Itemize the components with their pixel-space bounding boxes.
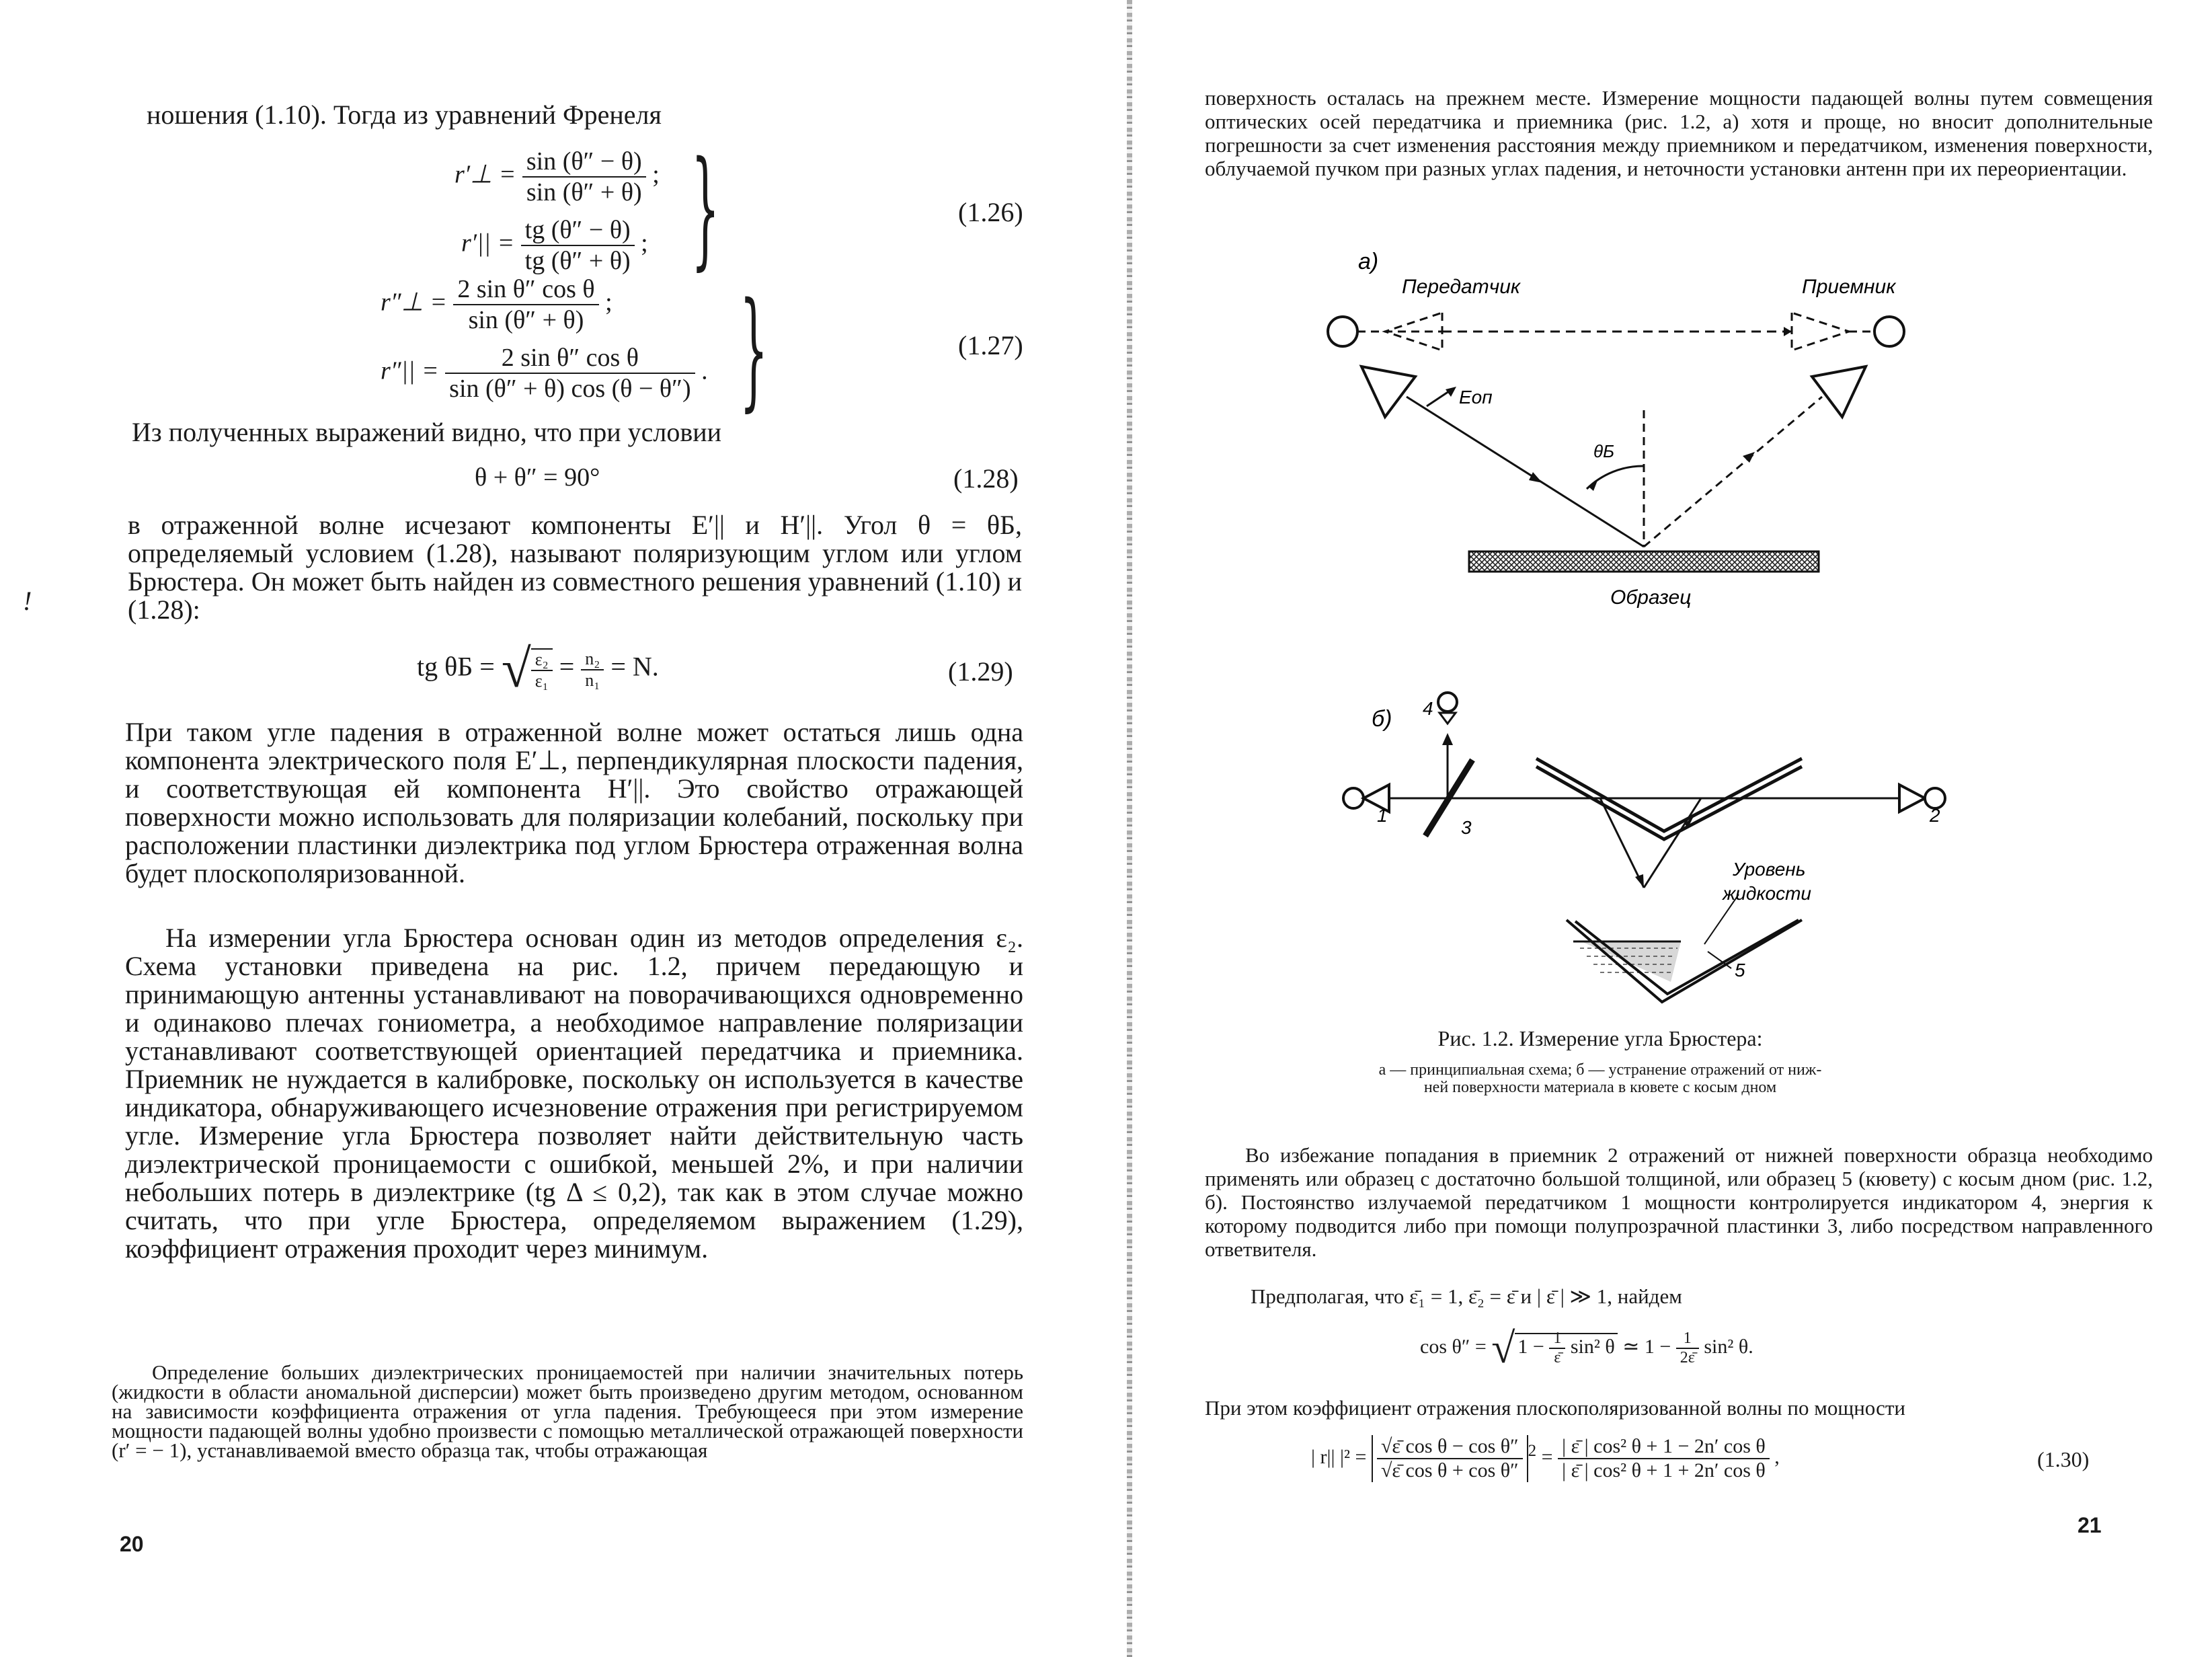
eq-1-29-mid: =: [559, 651, 575, 682]
transmitter-b-icon: [1343, 788, 1364, 808]
label-4: 4: [1423, 698, 1433, 719]
eq-1-27-par-frac: [445, 343, 695, 403]
eq-1-27-perp-lhs: r″⊥ =: [381, 288, 447, 317]
indicator-arrow: [1442, 733, 1453, 745]
ray-up: [1644, 798, 1701, 888]
receiver-horn-dashed: [1792, 313, 1849, 350]
para-brewster-text: в отраженной волне исчезают компоненты E′|| и H′||. Угол θ = θБ, определяемый условием (1.28), называют поляризующим углом или углом Брюстера. Он может быть найден из совместного решения уравнений (1.10) и (1.28):: [128, 510, 1022, 625]
transmitter-icon: [1328, 317, 1357, 346]
figure-a: [1328, 249, 1904, 609]
figure-subcaption-2: ней поверхности материала в кювете с косым дном: [1423, 1079, 1777, 1096]
ray-down-arrow: [1635, 874, 1644, 888]
eq-1-30: [1311, 1435, 1780, 1482]
eq-cos-root-a: 1 −: [1517, 1335, 1544, 1358]
label-5: 5: [1735, 960, 1745, 980]
eq-cos-f2-den: 2ε̄: [1680, 1349, 1695, 1366]
ray-down: [1600, 798, 1644, 888]
eq-1-27-par-num: 2 sin θ″ cos θ: [445, 343, 695, 374]
eq-1-26-brace: }: [691, 134, 720, 282]
eq-cos-root: [1515, 1330, 1617, 1366]
reflected-ray-arrow: [1743, 452, 1755, 463]
indicator-horn: [1439, 713, 1456, 724]
right-page: [1130, 0, 2212, 1657]
eq-1-29-n-num: n₂: [581, 649, 604, 670]
eq-cos: [1420, 1323, 1753, 1373]
margin-mark: !: [23, 586, 32, 616]
eq-1-27-sep: ;: [605, 288, 613, 317]
para-small-text: Определение больших диэлектрических проницаемостей при наличии значительных потерь (жидкости в области аномальной дисперсии) может быть произведено другим методом, основанном на зависимости коэффициента отражения от угла падения. Требующееся при этом измерение мощности падающей волны удобно произвести с помощью металлической отражающей поверхности (r′ = − 1), устанавливаемой вместо образца так, чтобы отражающая: [112, 1360, 1023, 1462]
figure-b-label: б): [1372, 706, 1392, 732]
figure-caption: Рис. 1.2. Измерение угла Брюстера:: [1437, 1026, 1763, 1050]
eq-1-26-par-frac: [521, 215, 635, 276]
sqrt-icon-2: √: [1491, 1324, 1515, 1372]
eq-1-28: θ + θ″ = 90°: [475, 463, 600, 492]
label-3: 3: [1461, 817, 1472, 838]
eq-1-30-b-num: | ε̄ | cos² θ + 1 − 2n′ cos θ: [1558, 1435, 1770, 1459]
eq-1-27-par: [381, 343, 708, 403]
eq-1-26-perp-lhs: r′⊥ =: [455, 160, 516, 189]
eq-1-28-number: (1.28): [953, 463, 1019, 494]
para-brewster: [128, 511, 1022, 624]
para-small: [112, 1362, 1023, 1460]
receiver-icon: [1874, 317, 1904, 346]
para-power: При этом коэффициент отражения плоскополяризованной волны по мощности: [1205, 1396, 1905, 1420]
eq-1-30-a-num: √ε̄ cos θ − cos θ″: [1377, 1435, 1523, 1459]
figure-subcaption-1: а — принципиальная схема; б — устранение отражений от ниж-: [1378, 1061, 1822, 1079]
figure-a-label: а): [1358, 249, 1379, 274]
para-assume: Предполагая, что ε̄₁ = 1, ε̄₂ = ε̄ и | ε̄ | ≫ 1, найдем: [1251, 1284, 1682, 1308]
eq-1-29-n-den: n₁: [585, 670, 600, 690]
eq-1-27-number: (1.27): [958, 330, 1023, 360]
sample-plate: [1469, 551, 1819, 572]
eq-1-26-perp-frac: [522, 147, 646, 207]
page-number-right: 21: [2078, 1513, 2102, 1537]
para-mid-text: Во избежание попадания в приемник 2 отражений от нижней поверхности образца необходимо применять или образец с достаточно большой толщиной, или образец 5 (кювету) с косым дном (рис. 1.2, б). Постоянство излучаемой передатчиком 1 мощности контролируется индикатором 4, энергия к которому подводится либо при помощи полупрозрачной пластинки 3, либо посредством направленного ответвителя.: [1205, 1143, 2153, 1261]
reflected-ray: [1644, 397, 1822, 547]
eq-1-26-perp-den: sin (θ″ + θ): [526, 178, 642, 206]
eq-1-26-par-lhs: r′|| =: [461, 229, 515, 258]
eq-cos-approx: ≃ 1 −: [1622, 1335, 1671, 1358]
eq-1-26-par-den: tg (θ″ + θ): [524, 247, 631, 275]
eq-1-26-sep-1: ;: [652, 160, 660, 189]
eq-cos-tail: sin² θ.: [1704, 1335, 1753, 1358]
brewster-angle-label: θБ: [1593, 441, 1615, 461]
eq-1-29-n-frac: [581, 649, 604, 691]
eq-1-27-perp-den: sin (θ″ + θ): [468, 306, 584, 334]
figure-b: [1343, 693, 1945, 1002]
eq-1-26-par: [461, 215, 648, 276]
eq-1-27-end: .: [701, 356, 708, 385]
condition-line: Из полученных выражений видно, что при условии: [132, 417, 722, 447]
eq-1-30-b: [1558, 1435, 1770, 1482]
eq-1-27-perp-frac: [453, 274, 598, 335]
eq-1-29: [417, 639, 659, 700]
eq-1-30-lhs: | r|| |² =: [1311, 1445, 1367, 1468]
para-2: [125, 924, 1023, 1263]
sqrt-icon: √: [501, 640, 531, 699]
transmitter-horn-tilted: [1361, 367, 1415, 417]
eq-1-27-brace: }: [740, 275, 768, 424]
para-top-text: поверхность осталась на прежнем месте. Измерение мощности падающей волны путем совмещения оптических осей передатчика и приемника (рис. 1.2, а) хотя и проще, но вносит дополнительные погрешности за счет изменения расстояния между приемником и передатчиком, изменения поверхности, облучаемой пучком при разных углах падения, и неточности установки антенн при их переориентации.: [1205, 86, 2153, 180]
page-number-left: 20: [120, 1532, 144, 1556]
eq-cos-f2: [1676, 1330, 1699, 1367]
eq-1-29-root-den: ε₁: [535, 670, 549, 691]
eq-cos-f1-den: ε̄: [1554, 1349, 1561, 1366]
para-1: [125, 718, 1023, 888]
para-2-text: На измерении угла Брюстера основан один из методов определения ε₂. Схема установки приведена на рис. 1.2, причем передающую и принимающую антенны устанавливают на поворачивающихся одновременно и одинаково плечах гониометра, а необходимое направление поляризации устанавливают соответствующей ориентацией передатчика и приемника. Приемник не нуждается в калибровке, поскольку он используется в качестве индикатора, обнаруживающего исчезновение отражения при регистрируемом угле. Измерение угла Брюстера позволяет найти действительную часть диэлектрической проницаемости с ошибкой, меньшей 2%, и при наличии небольших потерь в диэлектрике (tg Δ ≤ 0,2), так как в этом случае можно считать, что при угле Брюстера, определяемом выражением (1.29), коэффициент отражения проходит через минимум.: [125, 923, 1023, 1264]
eq-1-26-sep-2: ;: [641, 229, 648, 258]
eq-cos-f1-num: 1: [1549, 1330, 1565, 1349]
label-2: 2: [1930, 805, 1940, 826]
optical-axis-arrow: [1784, 327, 1792, 336]
level-label-1: Уровень: [1733, 859, 1806, 880]
receiver-horn-tilted: [1812, 367, 1866, 417]
receiver-b-horn: [1899, 785, 1925, 812]
eq-cos-f2-num: 1: [1676, 1330, 1699, 1349]
e-field-label: Eоп: [1459, 387, 1493, 408]
eq-cos-root-b: sin² θ: [1570, 1335, 1615, 1358]
eq-1-29-rhs: = N.: [610, 651, 659, 682]
eq-1-26-number: (1.26): [958, 197, 1023, 227]
eq-1-30-a: [1377, 1435, 1523, 1482]
eq-1-29-lhs: tg θБ =: [417, 651, 495, 682]
v-sample-top: [1536, 759, 1802, 831]
eq-1-30-a-den: √ε̄ cos θ + cos θ″: [1380, 1459, 1519, 1481]
eq-1-27-par-den: sin (θ″ + θ) cos (θ − θ″): [449, 375, 691, 403]
transmitter-label: Передатчик: [1402, 276, 1521, 298]
eq-cos-lhs: cos θ″ =: [1420, 1335, 1487, 1358]
sample-label: Образец: [1610, 586, 1692, 609]
eq-1-26-par-num: tg (θ″ − θ): [521, 215, 635, 246]
eq-1-27-perp: [381, 274, 613, 335]
eq-cos-f1: [1549, 1330, 1565, 1367]
eq-1-30-number: (1.30): [2037, 1447, 2090, 1471]
eq-1-30-b-den: | ε̄ | cos² θ + 1 + 2n′ cos θ: [1562, 1459, 1766, 1481]
eq-1-30-eq: =: [1541, 1445, 1553, 1468]
eq-1-30-comma: ,: [1774, 1445, 1780, 1468]
eq-1-30-abs: [1372, 1435, 1528, 1482]
e-field-vector: [1427, 390, 1451, 406]
eq-1-27-perp-num: 2 sin θ″ cos θ: [453, 274, 598, 305]
eq-1-30-pow: 2: [1528, 1441, 1537, 1460]
cuvette-outer: [1567, 920, 1802, 1002]
eq-1-29-root-frac: [531, 648, 553, 691]
para-mid: [1205, 1143, 2153, 1261]
incident-ray-arrow: [1529, 472, 1542, 483]
eq-1-26-perp-num: sin (θ″ − θ): [522, 147, 646, 178]
receiver-label: Приемник: [1802, 276, 1896, 298]
figure-1-2: [1130, 0, 2212, 1049]
eq-1-29-root-num: ε₂: [531, 650, 553, 671]
eq-1-29-number: (1.29): [948, 656, 1013, 687]
level-label-2: жидкости: [1723, 883, 1812, 904]
label-1: 1: [1377, 805, 1388, 826]
eq-1-27-par-lhs: r″|| =: [381, 356, 439, 385]
intro-line: ношения (1.10). Тогда из уравнений Френеля: [147, 100, 662, 130]
eq-1-26-perp: [455, 147, 660, 207]
para-1-text: При таком угле падения в отраженной волне может остаться лишь одна компонента электрического поля E′⊥, перпендикулярная плоскости падения, и соответствующая ей компонента H′||. Это свойство отражающей поверхности можно использовать для поляризации колебаний, поскольку при расположении пластинки диэлектрика под углом Брюстера отраженная волна будет плоскополяризованной.: [125, 717, 1023, 888]
incident-ray: [1407, 397, 1644, 547]
indicator-icon: [1438, 693, 1457, 711]
